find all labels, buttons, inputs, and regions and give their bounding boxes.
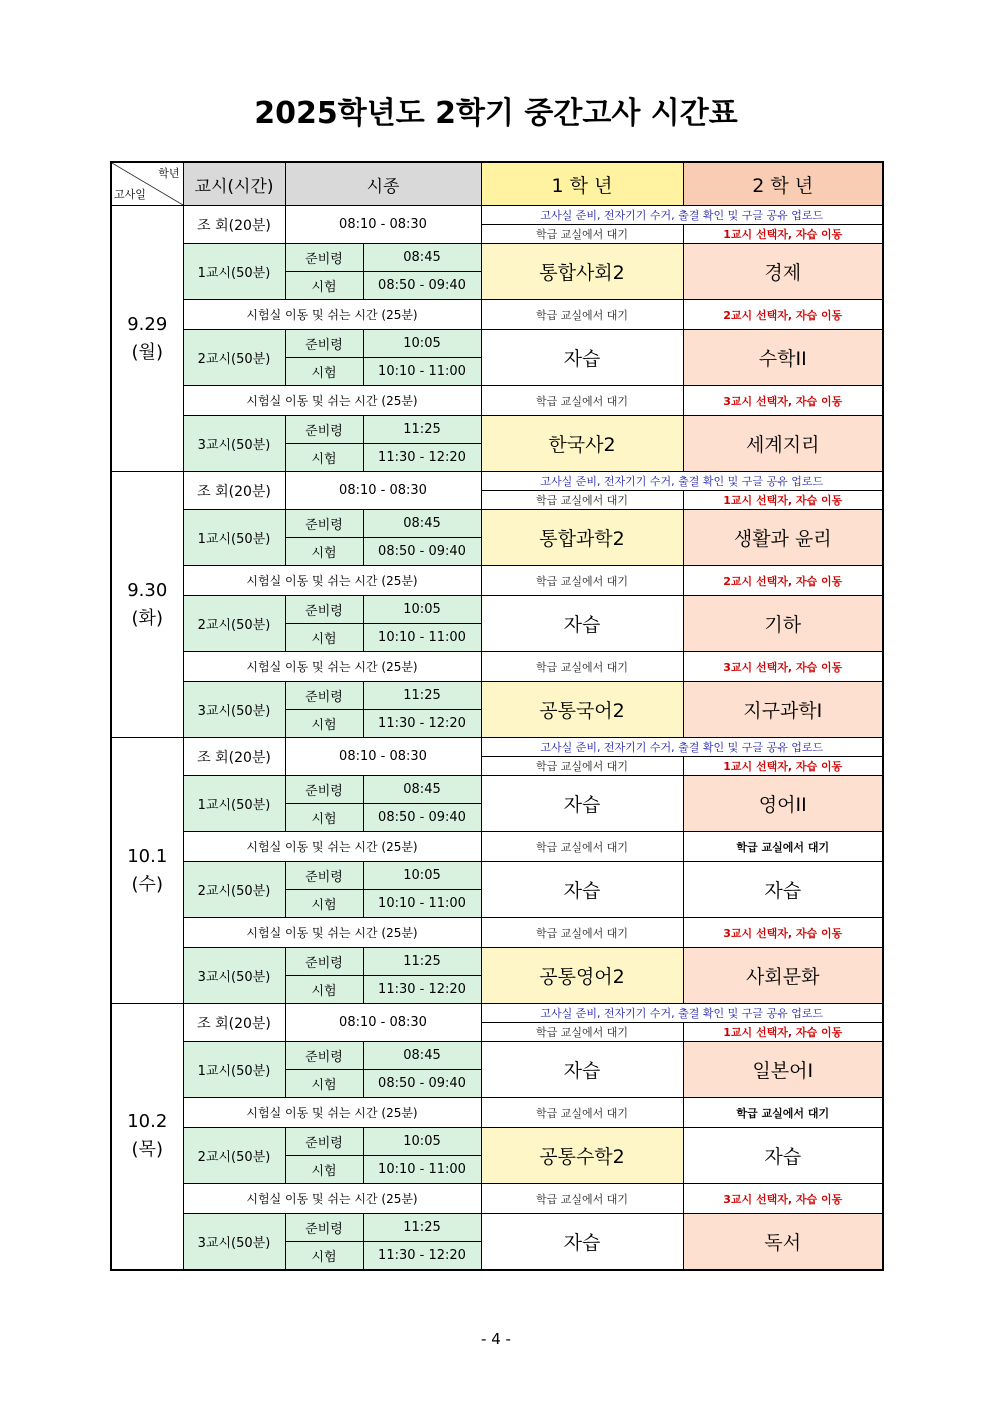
day-weekday: (수) xyxy=(131,873,163,895)
grade1-subject: 공통영어2 xyxy=(481,948,683,1004)
exam-time: 11:30 - 12:20 xyxy=(363,710,481,738)
page-title: 2025학년도 2학기 중간고사 시간표 xyxy=(254,96,738,131)
day-weekday: (화) xyxy=(131,607,163,629)
day-date: 10.2 xyxy=(127,1111,168,1133)
grade2-subject: 사회문화 xyxy=(683,948,883,1004)
exam-time: 11:30 - 12:20 xyxy=(363,444,481,472)
prep-bell-label: 준비령 xyxy=(285,862,363,890)
day-date: 9.29 xyxy=(127,313,168,335)
grade2-subject: 자습 xyxy=(683,862,883,918)
grade2-subject: 지구과학I xyxy=(683,682,883,738)
day-date: 9.30 xyxy=(127,579,168,601)
prep-bell-label: 준비령 xyxy=(285,416,363,444)
grade1-move-note: 학급 교실에서 대기 xyxy=(481,300,683,330)
exam-label: 시험 xyxy=(285,976,363,1004)
move-break-label: 시험실 이동 및 쉬는 시간 (25분) xyxy=(183,566,481,596)
exam-label: 시험 xyxy=(285,804,363,832)
exam-time: 08:50 - 09:40 xyxy=(363,272,481,300)
grade2-subject: 기하 xyxy=(683,596,883,652)
homeroom-label: 조 회(20분) xyxy=(183,1004,285,1042)
grade2-subject: 세계지리 xyxy=(683,416,883,472)
exam-label: 시험 xyxy=(285,710,363,738)
grade2-move-note: 3교시 선택자, 자습 이동 xyxy=(683,918,883,948)
prep-bell-time: 10:05 xyxy=(363,330,481,358)
prep-bell-label: 준비령 xyxy=(285,682,363,710)
grade2-subject: 독서 xyxy=(683,1214,883,1270)
prep-note: 고사실 준비, 전자기기 수거, 출결 확인 및 구글 공유 업로드 xyxy=(481,472,883,491)
exam-time: 11:30 - 12:20 xyxy=(363,1242,481,1270)
prep-bell-time: 10:05 xyxy=(363,1128,481,1156)
header-grade1: 1 학 년 xyxy=(481,162,683,206)
prep-note: 고사실 준비, 전자기기 수거, 출결 확인 및 구글 공유 업로드 xyxy=(481,1004,883,1023)
grade2-subject: 일본어I xyxy=(683,1042,883,1098)
grade1-move-note: 학급 교실에서 대기 xyxy=(481,1098,683,1128)
grade1-homeroom-note: 학급 교실에서 대기 xyxy=(481,1023,683,1042)
header-time: 시종 xyxy=(285,162,481,206)
homeroom-time: 08:10 - 08:30 xyxy=(285,1004,481,1042)
grade2-homeroom-note: 1교시 선택자, 자습 이동 xyxy=(683,1023,883,1042)
grade2-move-note: 2교시 선택자, 자습 이동 xyxy=(683,566,883,596)
day-date: 10.1 xyxy=(127,845,168,867)
period-label: 2교시(50분) xyxy=(183,862,285,918)
period-label: 3교시(50분) xyxy=(183,1214,285,1270)
prep-bell-label: 준비령 xyxy=(285,948,363,976)
header-grade2: 2 학 년 xyxy=(683,162,883,206)
grade1-subject: 공통국어2 xyxy=(481,682,683,738)
period-label: 1교시(50분) xyxy=(183,510,285,566)
move-break-label: 시험실 이동 및 쉬는 시간 (25분) xyxy=(183,1184,481,1214)
exam-label: 시험 xyxy=(285,1070,363,1098)
exam-time: 08:50 - 09:40 xyxy=(363,1070,481,1098)
prep-bell-label: 준비령 xyxy=(285,330,363,358)
prep-bell-time: 08:45 xyxy=(363,1042,481,1070)
grade2-move-note: 학급 교실에서 대기 xyxy=(683,832,883,862)
grade2-subject: 수학II xyxy=(683,330,883,386)
grade1-subject: 공통수학2 xyxy=(481,1128,683,1184)
exam-label: 시험 xyxy=(285,1242,363,1270)
prep-bell-label: 준비령 xyxy=(285,776,363,804)
homeroom-label: 조 회(20분) xyxy=(183,472,285,510)
exam-time: 10:10 - 11:00 xyxy=(363,890,481,918)
prep-bell-time: 08:45 xyxy=(363,510,481,538)
grade2-homeroom-note: 1교시 선택자, 자습 이동 xyxy=(683,225,883,244)
move-break-label: 시험실 이동 및 쉬는 시간 (25분) xyxy=(183,300,481,330)
day-cell xyxy=(111,206,183,472)
page-number: - 4 - xyxy=(481,1330,511,1348)
prep-bell-label: 준비령 xyxy=(285,244,363,272)
exam-label: 시험 xyxy=(285,624,363,652)
grade1-subject: 자습 xyxy=(481,330,683,386)
grade2-homeroom-note: 1교시 선택자, 자습 이동 xyxy=(683,491,883,510)
grade1-homeroom-note: 학급 교실에서 대기 xyxy=(481,225,683,244)
grade1-homeroom-note: 학급 교실에서 대기 xyxy=(481,491,683,510)
prep-note: 고사실 준비, 전자기기 수거, 출결 확인 및 구글 공유 업로드 xyxy=(481,738,883,757)
grade2-subject: 경제 xyxy=(683,244,883,300)
header-grade-label: 학년 xyxy=(158,167,180,180)
prep-bell-time: 11:25 xyxy=(363,682,481,710)
period-label: 3교시(50분) xyxy=(183,948,285,1004)
homeroom-label: 조 회(20분) xyxy=(183,206,285,244)
grade1-subject: 통합과학2 xyxy=(481,510,683,566)
grade2-move-note: 학급 교실에서 대기 xyxy=(683,1098,883,1128)
day-weekday: (목) xyxy=(131,1139,163,1161)
grade2-subject: 영어II xyxy=(683,776,883,832)
move-break-label: 시험실 이동 및 쉬는 시간 (25분) xyxy=(183,832,481,862)
prep-bell-label: 준비령 xyxy=(285,1214,363,1242)
exam-time: 10:10 - 11:00 xyxy=(363,624,481,652)
grade2-move-note: 3교시 선택자, 자습 이동 xyxy=(683,652,883,682)
grade1-homeroom-note: 학급 교실에서 대기 xyxy=(481,757,683,776)
grade1-move-note: 학급 교실에서 대기 xyxy=(481,918,683,948)
exam-label: 시험 xyxy=(285,890,363,918)
prep-note: 고사실 준비, 전자기기 수거, 출결 확인 및 구글 공유 업로드 xyxy=(481,206,883,225)
day-cell xyxy=(111,1004,183,1270)
prep-bell-time: 08:45 xyxy=(363,776,481,804)
exam-label: 시험 xyxy=(285,444,363,472)
grade2-homeroom-note: 1교시 선택자, 자습 이동 xyxy=(683,757,883,776)
grade1-move-note: 학급 교실에서 대기 xyxy=(481,832,683,862)
grade1-move-note: 학급 교실에서 대기 xyxy=(481,386,683,416)
move-break-label: 시험실 이동 및 쉬는 시간 (25분) xyxy=(183,386,481,416)
grade2-move-note: 2교시 선택자, 자습 이동 xyxy=(683,300,883,330)
day-weekday: (월) xyxy=(131,341,163,363)
day-cell xyxy=(111,738,183,1004)
period-label: 2교시(50분) xyxy=(183,1128,285,1184)
period-label: 2교시(50분) xyxy=(183,596,285,652)
grade1-subject: 자습 xyxy=(481,776,683,832)
grade2-subject: 자습 xyxy=(683,1128,883,1184)
exam-time: 11:30 - 12:20 xyxy=(363,976,481,1004)
prep-bell-time: 11:25 xyxy=(363,1214,481,1242)
prep-bell-label: 준비령 xyxy=(285,1042,363,1070)
exam-time: 10:10 - 11:00 xyxy=(363,1156,481,1184)
exam-schedule-table xyxy=(110,161,884,1271)
grade2-move-note: 3교시 선택자, 자습 이동 xyxy=(683,1184,883,1214)
homeroom-time: 08:10 - 08:30 xyxy=(285,738,481,776)
period-label: 3교시(50분) xyxy=(183,416,285,472)
grade1-subject: 한국사2 xyxy=(481,416,683,472)
move-break-label: 시험실 이동 및 쉬는 시간 (25분) xyxy=(183,1098,481,1128)
exam-time: 10:10 - 11:00 xyxy=(363,358,481,386)
grade1-subject: 자습 xyxy=(481,862,683,918)
period-label: 2교시(50분) xyxy=(183,330,285,386)
prep-bell-time: 11:25 xyxy=(363,948,481,976)
grade1-move-note: 학급 교실에서 대기 xyxy=(481,652,683,682)
grade1-move-note: 학급 교실에서 대기 xyxy=(481,1184,683,1214)
homeroom-time: 08:10 - 08:30 xyxy=(285,472,481,510)
prep-bell-time: 08:45 xyxy=(363,244,481,272)
grade1-subject: 자습 xyxy=(481,596,683,652)
day-cell xyxy=(111,472,183,738)
header-date-label: 고사일 xyxy=(114,188,146,201)
period-label: 1교시(50분) xyxy=(183,1042,285,1098)
exam-label: 시험 xyxy=(285,358,363,386)
prep-bell-label: 준비령 xyxy=(285,596,363,624)
grade1-subject: 자습 xyxy=(481,1042,683,1098)
period-label: 1교시(50분) xyxy=(183,776,285,832)
grade2-move-note: 3교시 선택자, 자습 이동 xyxy=(683,386,883,416)
move-break-label: 시험실 이동 및 쉬는 시간 (25분) xyxy=(183,652,481,682)
prep-bell-time: 11:25 xyxy=(363,416,481,444)
period-label: 1교시(50분) xyxy=(183,244,285,300)
exam-label: 시험 xyxy=(285,1156,363,1184)
homeroom-label: 조 회(20분) xyxy=(183,738,285,776)
prep-bell-time: 10:05 xyxy=(363,596,481,624)
exam-time: 08:50 - 09:40 xyxy=(363,538,481,566)
header-period: 교시(시간) xyxy=(183,162,285,206)
grade1-move-note: 학급 교실에서 대기 xyxy=(481,566,683,596)
grade2-subject: 생활과 윤리 xyxy=(683,510,883,566)
exam-label: 시험 xyxy=(285,538,363,566)
grade1-subject: 자습 xyxy=(481,1214,683,1270)
prep-bell-time: 10:05 xyxy=(363,862,481,890)
period-label: 3교시(50분) xyxy=(183,682,285,738)
header-corner-cell xyxy=(111,162,183,206)
prep-bell-label: 준비령 xyxy=(285,510,363,538)
prep-bell-label: 준비령 xyxy=(285,1128,363,1156)
move-break-label: 시험실 이동 및 쉬는 시간 (25분) xyxy=(183,918,481,948)
exam-time: 08:50 - 09:40 xyxy=(363,804,481,832)
homeroom-time: 08:10 - 08:30 xyxy=(285,206,481,244)
grade1-subject: 통합사회2 xyxy=(481,244,683,300)
exam-label: 시험 xyxy=(285,272,363,300)
